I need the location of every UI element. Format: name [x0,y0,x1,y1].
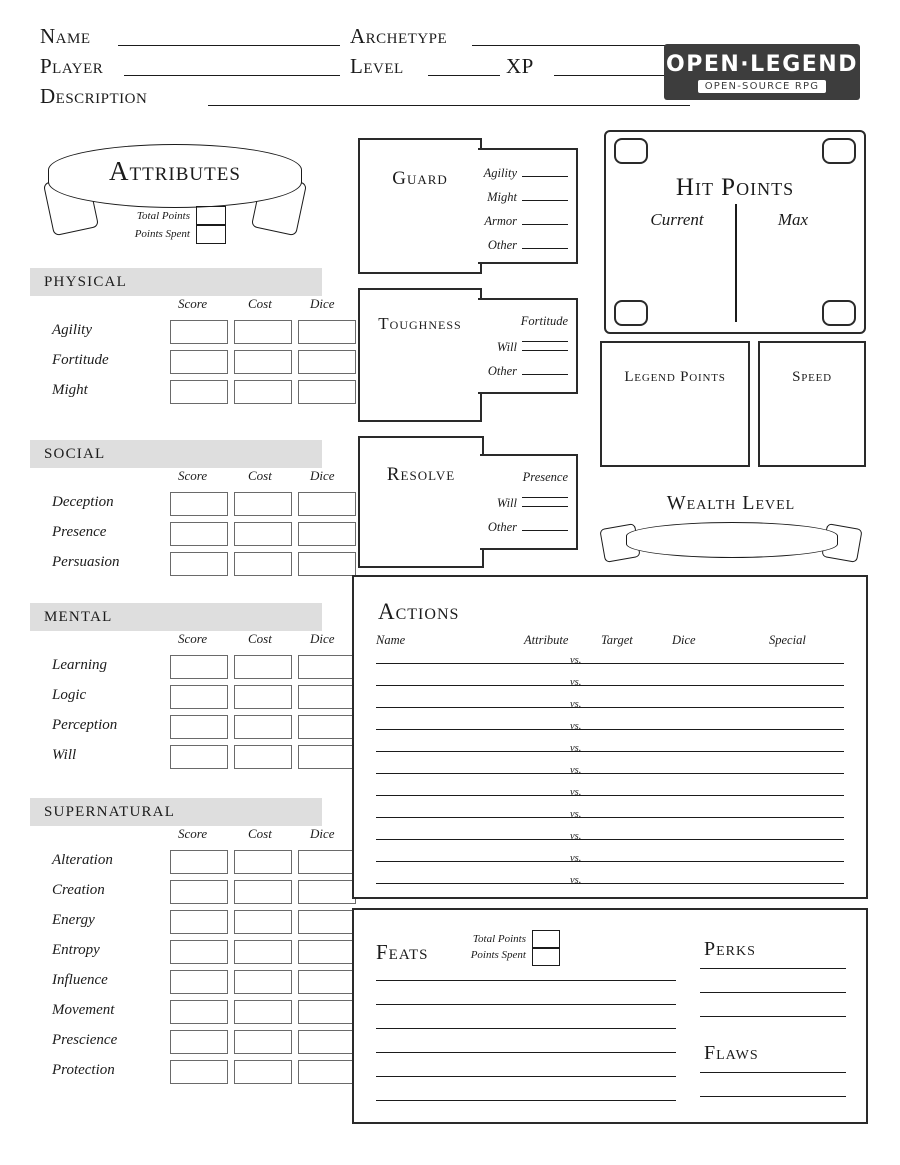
column-headers [30,631,335,653]
attribute-name: Prescience [52,1032,118,1048]
defense-resolve [358,436,576,564]
dice-field[interactable] [298,1060,356,1084]
level-field-group[interactable] [350,54,500,80]
cost-field[interactable] [234,655,292,679]
defense-toughness [358,288,576,418]
vs-label: vs. [570,743,582,754]
column-header-score: Score [178,296,208,311]
player-input[interactable] [124,75,340,76]
actions-col-dice: Dice [672,633,696,647]
guard-item-agility[interactable] [484,164,568,181]
label: Other [487,520,517,534]
cost-field[interactable] [234,350,292,374]
label: Presence [522,470,568,484]
cost-field[interactable] [234,745,292,769]
action-row-line[interactable] [376,883,844,884]
cost-field[interactable] [234,380,292,404]
vs-label: vs. [570,787,582,798]
attribute-name: Protection [52,1062,115,1078]
column-header-cost: Cost [248,296,272,311]
attribute-row [30,848,322,878]
cost-field[interactable] [234,685,292,709]
attributes-title: Attributes [109,156,241,186]
open-legend-logo [664,44,860,100]
group-header: PHYSICAL [30,268,322,296]
cost-field[interactable] [234,970,292,994]
attribute-name: Deception [52,494,114,510]
feats-line[interactable] [376,980,676,981]
speed-panel[interactable] [758,341,866,467]
xp-label: XP [506,54,534,78]
description-input[interactable] [208,105,690,106]
action-row-line[interactable] [376,839,844,840]
attribute-name: Movement [52,1002,115,1018]
resolve-modifiers [480,454,578,550]
feats-points-spent-label: Points Spent [470,949,526,961]
vs-label: vs. [570,699,582,710]
score-field[interactable] [170,880,228,904]
cost-field[interactable] [234,715,292,739]
guard-title: Guard [392,168,448,189]
dice-field[interactable] [298,880,356,904]
score-field[interactable] [170,552,228,576]
attribute-name: Logic [52,687,87,703]
toughness-item-other[interactable] [488,362,568,379]
vs-label: vs. [570,831,582,842]
perks-line[interactable] [700,968,846,969]
value-line[interactable] [522,494,568,507]
attribute-name: Alteration [52,852,113,868]
attribute-row [30,653,322,683]
label: Other [487,364,517,378]
dice-field[interactable] [298,350,356,374]
hit-points-current-label: Current [650,210,704,229]
perks-line[interactable] [700,1016,846,1017]
attribute-name: Creation [52,882,105,898]
score-field[interactable] [170,850,228,874]
xp-field-group[interactable] [506,54,690,80]
action-row-line[interactable] [376,817,844,818]
vs-label: vs. [570,677,582,688]
dice-field[interactable] [298,745,356,769]
dice-field[interactable] [298,1030,356,1054]
column-header-dice: Dice [310,631,335,646]
feats-line[interactable] [376,1100,676,1101]
label: Will [496,340,517,354]
score-field[interactable] [170,522,228,546]
attribute-row [30,968,322,998]
attribute-row [30,938,322,968]
score-field[interactable] [170,715,228,739]
sheet-header [40,24,860,116]
value-line[interactable] [522,362,568,375]
action-row-line[interactable] [376,685,844,686]
cost-field[interactable] [234,1030,292,1054]
attributes-points-spent-label: Points Spent [134,228,190,240]
dice-field[interactable] [298,380,356,404]
dice-field[interactable] [298,552,356,576]
vs-label: vs. [570,853,582,864]
score-field[interactable] [170,685,228,709]
actions-col-target: Target [601,633,633,647]
attributes-total-points-box[interactable] [196,206,226,226]
column-header-score: Score [178,468,208,483]
attributes-total-points-label: Total Points [136,210,190,222]
attribute-row [30,1028,322,1058]
cost-field[interactable] [234,320,292,344]
action-row-line[interactable] [376,795,844,796]
attribute-row [30,878,322,908]
attribute-row [30,908,322,938]
feats-points-spent-box[interactable] [532,947,560,966]
dice-field[interactable] [298,522,356,546]
level-label: Level [350,54,404,78]
dice-field[interactable] [298,1000,356,1024]
cost-field[interactable] [234,880,292,904]
attribute-row [30,683,322,713]
speed-title: Speed [792,369,832,385]
wealth-level-title: Wealth Level [666,492,796,514]
column-headers [30,826,335,848]
description-field-group[interactable] [40,84,690,110]
cost-field[interactable] [234,522,292,546]
action-row-line[interactable] [376,707,844,708]
dice-field[interactable] [298,655,356,679]
attributes-points-spent-box[interactable] [196,224,226,244]
actions-col-name: Name [376,633,406,647]
level-input[interactable] [428,75,500,76]
group-header: SOCIAL [30,440,322,468]
column-header-cost: Cost [248,468,272,483]
attribute-name: Agility [52,322,92,338]
wealth-level-banner[interactable] [600,518,862,564]
score-field[interactable] [170,492,228,516]
flaws-line[interactable] [700,1096,846,1097]
vs-label: vs. [570,721,582,732]
column-header-dice: Dice [310,296,335,311]
cost-field[interactable] [234,1000,292,1024]
feats-title: Feats [376,940,429,964]
hit-points-current-input[interactable] [632,236,722,306]
score-field[interactable] [170,1000,228,1024]
wealth-level-input[interactable] [626,522,838,558]
resolve-item-other[interactable] [488,518,568,535]
attribute-row [30,378,322,408]
hit-points-panel [604,130,866,334]
attribute-group-social [30,440,335,580]
attribute-row [30,520,322,550]
attribute-row [30,743,322,773]
perks-title: Perks [704,938,756,960]
score-field[interactable] [170,320,228,344]
attribute-name: Might [52,382,88,398]
score-field[interactable] [170,380,228,404]
score-field[interactable] [170,940,228,964]
resolve-panel [358,436,484,568]
attribute-name: Energy [52,912,95,928]
feats-line[interactable] [376,1004,676,1005]
guard-panel [358,138,482,274]
dice-field[interactable] [298,320,356,344]
score-field[interactable] [170,745,228,769]
action-row-line[interactable] [376,663,844,664]
perks-line[interactable] [700,992,846,993]
vs-label: vs. [570,809,582,820]
name-field-group[interactable] [40,24,340,50]
cost-field[interactable] [234,492,292,516]
value-line[interactable] [522,338,568,351]
attribute-row [30,713,322,743]
logo-subtitle: OPEN-SOURCE RPG [698,80,827,93]
dice-field[interactable] [298,850,356,874]
action-row-line[interactable] [376,861,844,862]
value-line[interactable] [522,236,568,249]
toughness-panel [358,288,482,422]
vs-label: vs. [570,655,582,666]
description-label: Description [40,84,148,108]
label: Fortitude [520,314,568,328]
hit-points-divider [735,204,737,322]
dice-field[interactable] [298,970,356,994]
resolve-title: Resolve [386,464,456,485]
attribute-name: Will [52,747,77,763]
column-headers [30,296,335,318]
attribute-row [30,1058,322,1088]
value-line[interactable] [522,188,568,201]
value-line[interactable] [522,518,568,531]
score-field[interactable] [170,350,228,374]
label: Other [487,238,517,252]
flaws-title: Flaws [704,1042,759,1064]
cost-field[interactable] [234,910,292,934]
attribute-name: Presence [52,524,107,540]
feats-line[interactable] [376,1052,676,1053]
action-row-line[interactable] [376,729,844,730]
guard-item-other[interactable] [488,236,568,253]
bone-corner-top-right-icon [822,138,856,164]
legend-points-panel[interactable] [600,341,750,467]
bone-corner-top-left-icon [614,138,648,164]
guard-item-armor[interactable] [484,212,568,229]
cost-field[interactable] [234,940,292,964]
flaws-line[interactable] [700,1072,846,1073]
actions-col-attribute: Attribute [524,633,569,647]
archetype-field-group[interactable] [350,24,690,50]
column-headers [30,468,335,490]
cost-field[interactable] [234,552,292,576]
name-input[interactable] [118,45,340,46]
attribute-group-supernatural [30,798,335,1088]
dice-field[interactable] [298,910,356,934]
column-header-cost: Cost [248,631,272,646]
label: Will [496,496,517,510]
cost-field[interactable] [234,1060,292,1084]
attribute-name: Persuasion [52,554,120,570]
player-label: Player [40,54,104,78]
label: Agility [483,166,517,180]
attribute-row [30,998,322,1028]
group-header: SUPERNATURAL [30,798,322,826]
column-header-cost: Cost [248,826,272,841]
cost-field[interactable] [234,850,292,874]
attribute-name: Entropy [52,942,100,958]
attribute-group-physical [30,268,335,408]
score-field[interactable] [170,1030,228,1054]
legend-points-input[interactable] [610,395,740,457]
actions-col-special: Special [769,633,806,647]
vs-label: vs. [570,875,582,886]
attribute-row [30,550,322,580]
score-field[interactable] [170,910,228,934]
logo-title: OPEN·LEGEND [666,51,858,77]
attribute-name: Fortitude [52,352,109,368]
score-field[interactable] [170,970,228,994]
resolve-item-will[interactable] [497,494,568,511]
feats-total-points-label: Total Points [472,933,526,945]
column-header-dice: Dice [310,468,335,483]
hit-points-max-input[interactable] [748,236,838,306]
attribute-group-mental [30,603,335,773]
archetype-label: Archetype [350,24,448,48]
label: Armor [484,214,517,228]
action-row-line[interactable] [376,751,844,752]
toughness-title: Toughness [378,314,462,333]
feats-panel [352,908,868,1124]
player-field-group[interactable] [40,54,340,80]
attribute-name: Influence [52,972,108,988]
feats-line[interactable] [376,1076,676,1077]
attribute-row [30,318,322,348]
legend-points-title: Legend Points [624,369,726,385]
hit-points-max-label: Max [777,210,809,229]
column-header-score: Score [178,631,208,646]
attribute-name: Perception [52,717,118,733]
score-field[interactable] [170,1060,228,1084]
defense-guard [358,138,576,270]
dice-field[interactable] [298,940,356,964]
column-header-dice: Dice [310,826,335,841]
attribute-row [30,348,322,378]
label: Might [487,190,517,204]
feats-line[interactable] [376,1028,676,1029]
column-header-score: Score [178,826,208,841]
action-row-line[interactable] [376,773,844,774]
dice-field[interactable] [298,685,356,709]
guard-item-might[interactable] [487,188,568,205]
name-label: Name [40,24,91,48]
guard-modifiers [478,148,578,264]
archetype-input[interactable] [472,45,690,46]
value-line[interactable] [522,164,568,177]
attribute-name: Learning [52,657,108,673]
toughness-modifiers [478,298,578,394]
dice-field[interactable] [298,492,356,516]
actions-title: Actions [378,599,460,624]
hit-points-title: Hit Points [675,174,795,201]
attribute-row [30,490,322,520]
score-field[interactable] [170,655,228,679]
value-line[interactable] [522,212,568,225]
dice-field[interactable] [298,715,356,739]
vs-label: vs. [570,765,582,776]
group-header: MENTAL [30,603,322,631]
toughness-item-will[interactable] [497,338,568,355]
actions-panel [352,575,868,899]
speed-input[interactable] [768,395,856,457]
